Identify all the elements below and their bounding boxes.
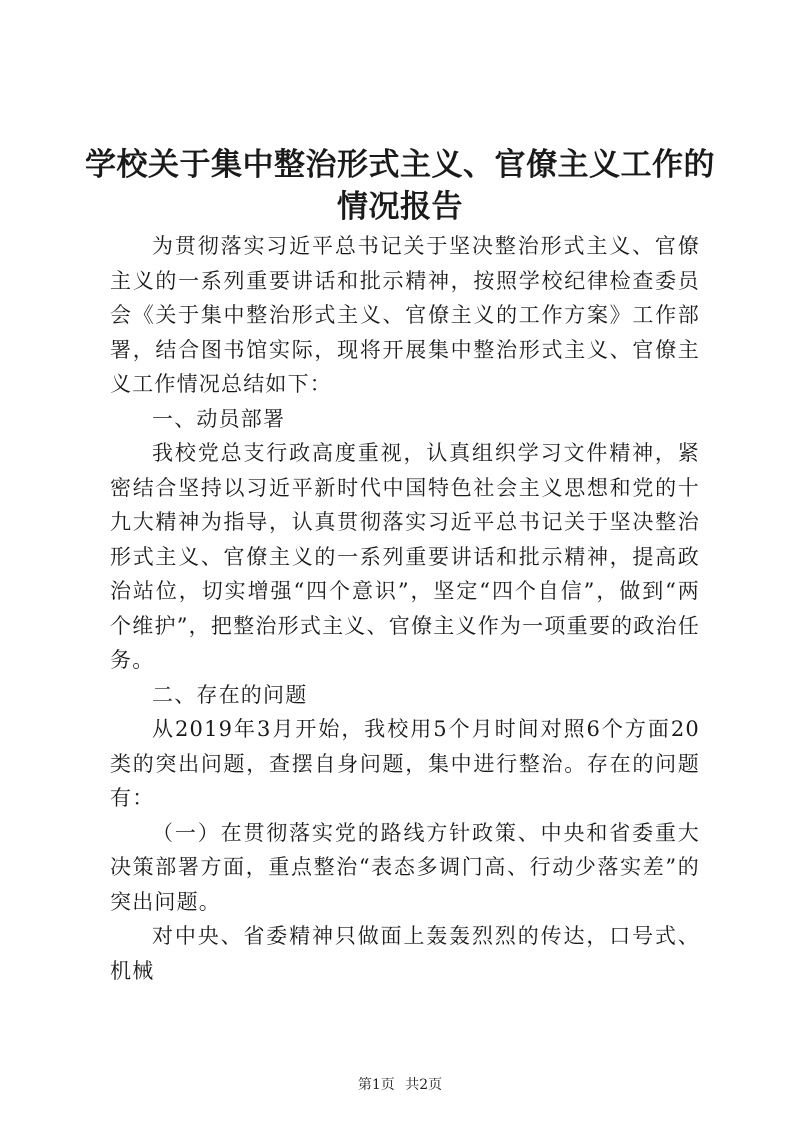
document-body	[110, 229, 700, 988]
page-total: 共2页	[405, 1077, 443, 1093]
intro-paragraph: 为贯彻落实习近平总书记关于坚决整治形式主义、官僚主义的一系列重要讲话和批示精神，按照学校纪律检查委员会《关于集中整治形式主义、官僚主义的工作方案》工作部署，结合图书馆实际，现将开展集中整治形式主义、官僚主义工作情况总结如下：	[110, 234, 700, 396]
problems-paragraph: 从2019年3月开始，我校用5个月时间对照6个方面20类的突出问题，查摆自身问题，集中进行整治。存在的问题有：	[110, 717, 700, 810]
document-title-line-1: 学校关于集中整治形式主义、官僚主义工作的	[85, 147, 715, 183]
subsection-paragraph-1: （一）在贯彻落实党的路线方针政策、中央和省委重大决策部署方面，重点整治“表态多调门高、行动少落实差”的突出问题。	[110, 820, 700, 914]
continuation-paragraph: 对中央、省委精神只做面上轰轰烈烈的传达，口号式、机械	[110, 924, 700, 983]
page-footer	[0, 1074, 800, 1094]
section-heading-mobilization: 一、动员部署	[152, 406, 286, 431]
section-heading-problems: 二、存在的问题	[152, 682, 308, 707]
mobilization-paragraph: 我校党总支行政高度重视，认真组织学习文件精神，紧密结合坚持以习近平新时代中国特色社会主义思想和党的十九大精神为指导，认真贯彻落实习近平总书记关于坚决整治形式主义、官僚主义的一系列重要讲话和批示精神，提高政治站位，切实增强“四个意识”，坚定“四个自信”，做到“两个维护”，把整治形式主义、官僚主义作为一项重要的政治任务。	[110, 441, 700, 672]
document-title-line-2: 情况报告	[337, 189, 463, 225]
page-number: 第1页	[357, 1077, 395, 1093]
